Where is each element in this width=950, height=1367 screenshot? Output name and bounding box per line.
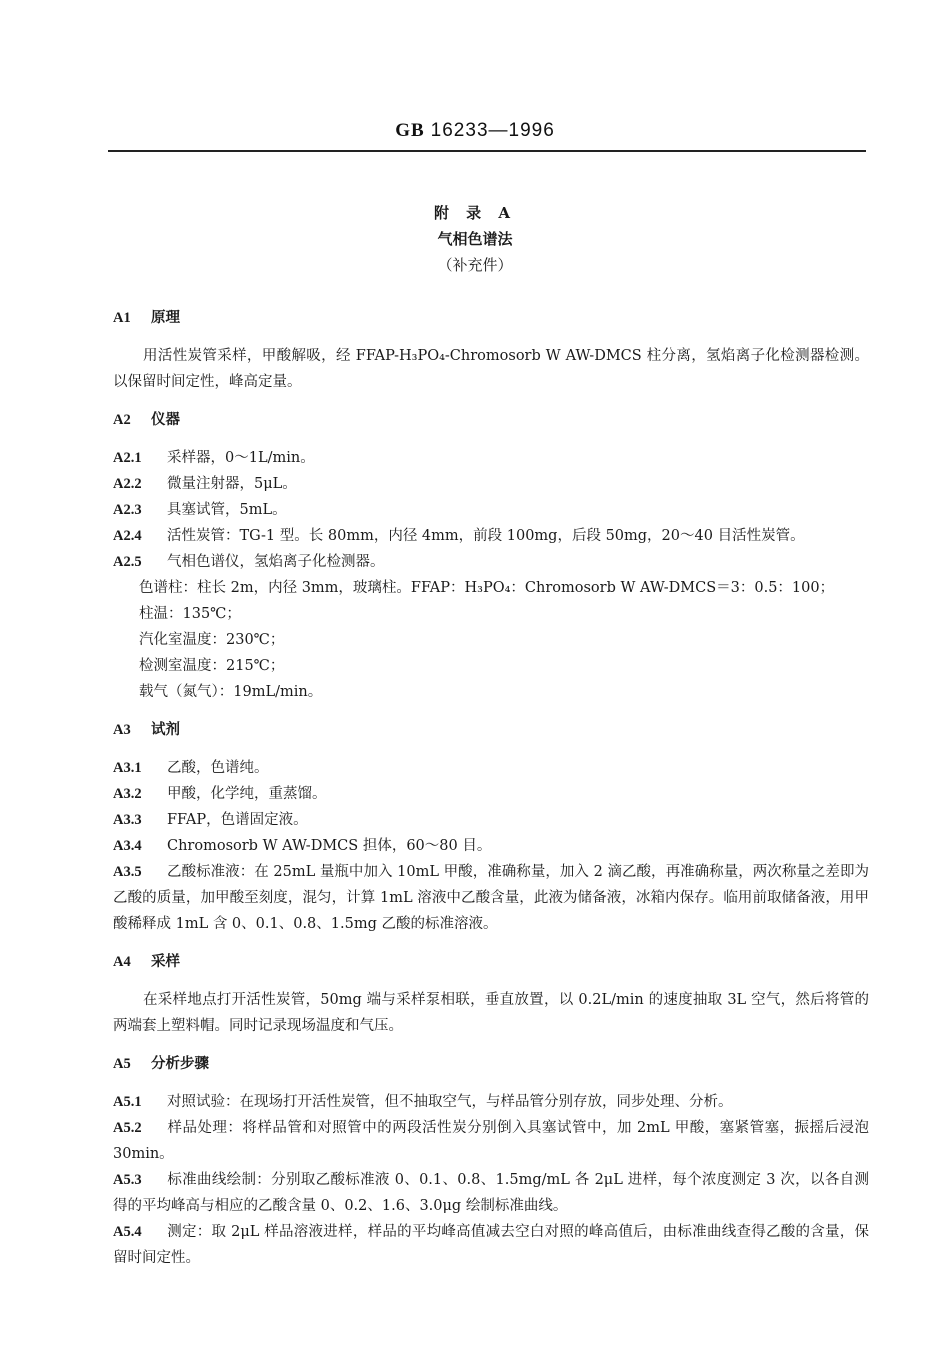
- annex-title-block: [0, 200, 950, 278]
- list-item: A3.5 乙酸标准液：在 25mL 量瓶中加入 10mL 甲酸，准确称量，加入 2 滴乙酸，再准确称量，两次称量之差即为乙酸的质量，加甲酸至刻度，混匀，计算 1mL 溶液中乙酸含量，此液为储备液，冰箱内保存。临用前取储备液，用甲酸稀释成 1mL 含 0、0.1、0.8、1.5mg 乙酸的标准溶液。: [113, 864, 869, 932]
- condition-column-temp: 柱温：135℃；: [139, 606, 241, 622]
- standard-prefix: GB: [395, 120, 425, 141]
- list-item: A3.2 甲酸，化学纯，重蒸馏。: [113, 786, 327, 802]
- condition-column: 色谱柱：柱长 2m，内径 3mm，玻璃柱。FFAP：H₃PO₄：Chromosorb W AW-DMCS＝3：0.5：100；: [139, 580, 835, 596]
- list-item: A3.4 Chromosorb W AW-DMCS 担体，60～80 目。: [113, 838, 492, 854]
- standard-code: [0, 120, 950, 142]
- list-item: A2.5 气相色谱仪，氢焰离子化检测器。: [113, 554, 385, 570]
- list-item: A3.3 FFAP，色谱固定液。: [113, 812, 308, 828]
- list-item: A5.1 对照试验：在现场打开活性炭管，但不抽取空气，与样品管分别存放，同步处理、分析。: [113, 1094, 733, 1110]
- section-a1-text: 用活性炭管采样，甲酸解吸，经 FFAP-H₃PO₄-Chromosorb W AW-DMCS 柱分离，氢焰离子化检测器检测。以保留时间定性，峰高定量。: [113, 348, 869, 390]
- list-item: A5.2 样品处理：将样品管和对照管中的两段活性炭分别倒入具塞试管中，加 2mL 甲酸，塞紧管塞，振摇后浸泡 30min。: [113, 1120, 869, 1162]
- section-a4-text: 在采样地点打开活性炭管，50mg 端与采样泵相联，垂直放置，以 0.2L/min 的速度抽取 3L 空气，然后将管的两端套上塑料帽。同时记录现场温度和气压。: [113, 992, 869, 1034]
- section-heading-a3: A3 试剂: [113, 721, 180, 738]
- section-heading-a5: A5 分析步骤: [113, 1055, 209, 1072]
- header-divider: [108, 150, 866, 152]
- condition-detector-temp: 检测室温度：215℃；: [139, 658, 285, 674]
- standard-number: 16233—1996: [430, 120, 555, 141]
- section-heading-a4: A4 采样: [113, 953, 180, 970]
- condition-vaporizer-temp: 汽化室温度：230℃；: [139, 632, 285, 648]
- list-item: A2.2 微量注射器，5μL。: [113, 476, 297, 492]
- list-item: A2.4 活性炭管：TG-1 型。长 80mm，内径 4mm，前段 100mg，后段 50mg，20～40 目活性炭管。: [113, 528, 805, 544]
- method-title: 气相色谱法: [437, 230, 513, 248]
- list-item: A2.3 具塞试管，5mL。: [113, 502, 287, 518]
- supplement-label: （补充件）: [437, 256, 513, 274]
- section-heading-a2: A2 仪器: [113, 411, 180, 428]
- list-item: A3.1 乙酸，色谱纯。: [113, 760, 269, 776]
- list-item: A2.1 采样器，0～1L/min。: [113, 450, 315, 466]
- list-item: A5.4 测定：取 2μL 样品溶液进样，样品的平均峰高值减去空白对照的峰高值后，由标准曲线查得乙酸的含量，保留时间定性。: [113, 1224, 869, 1266]
- section-heading-a1: A1 原理: [113, 309, 180, 326]
- condition-carrier-gas: 载气（氮气）：19mL/min。: [139, 684, 323, 700]
- list-item: A5.3 标准曲线绘制：分别取乙酸标准液 0、0.1、0.8、1.5mg/mL 各 2μL 进样，每个浓度测定 3 次，以各自测得的平均峰高与相应的乙酸含量 0、0.2、1.6、3.0μg 绘制标准曲线。: [113, 1172, 869, 1214]
- annex-label: 附 录 A: [433, 204, 517, 222]
- document-body: [113, 305, 869, 1271]
